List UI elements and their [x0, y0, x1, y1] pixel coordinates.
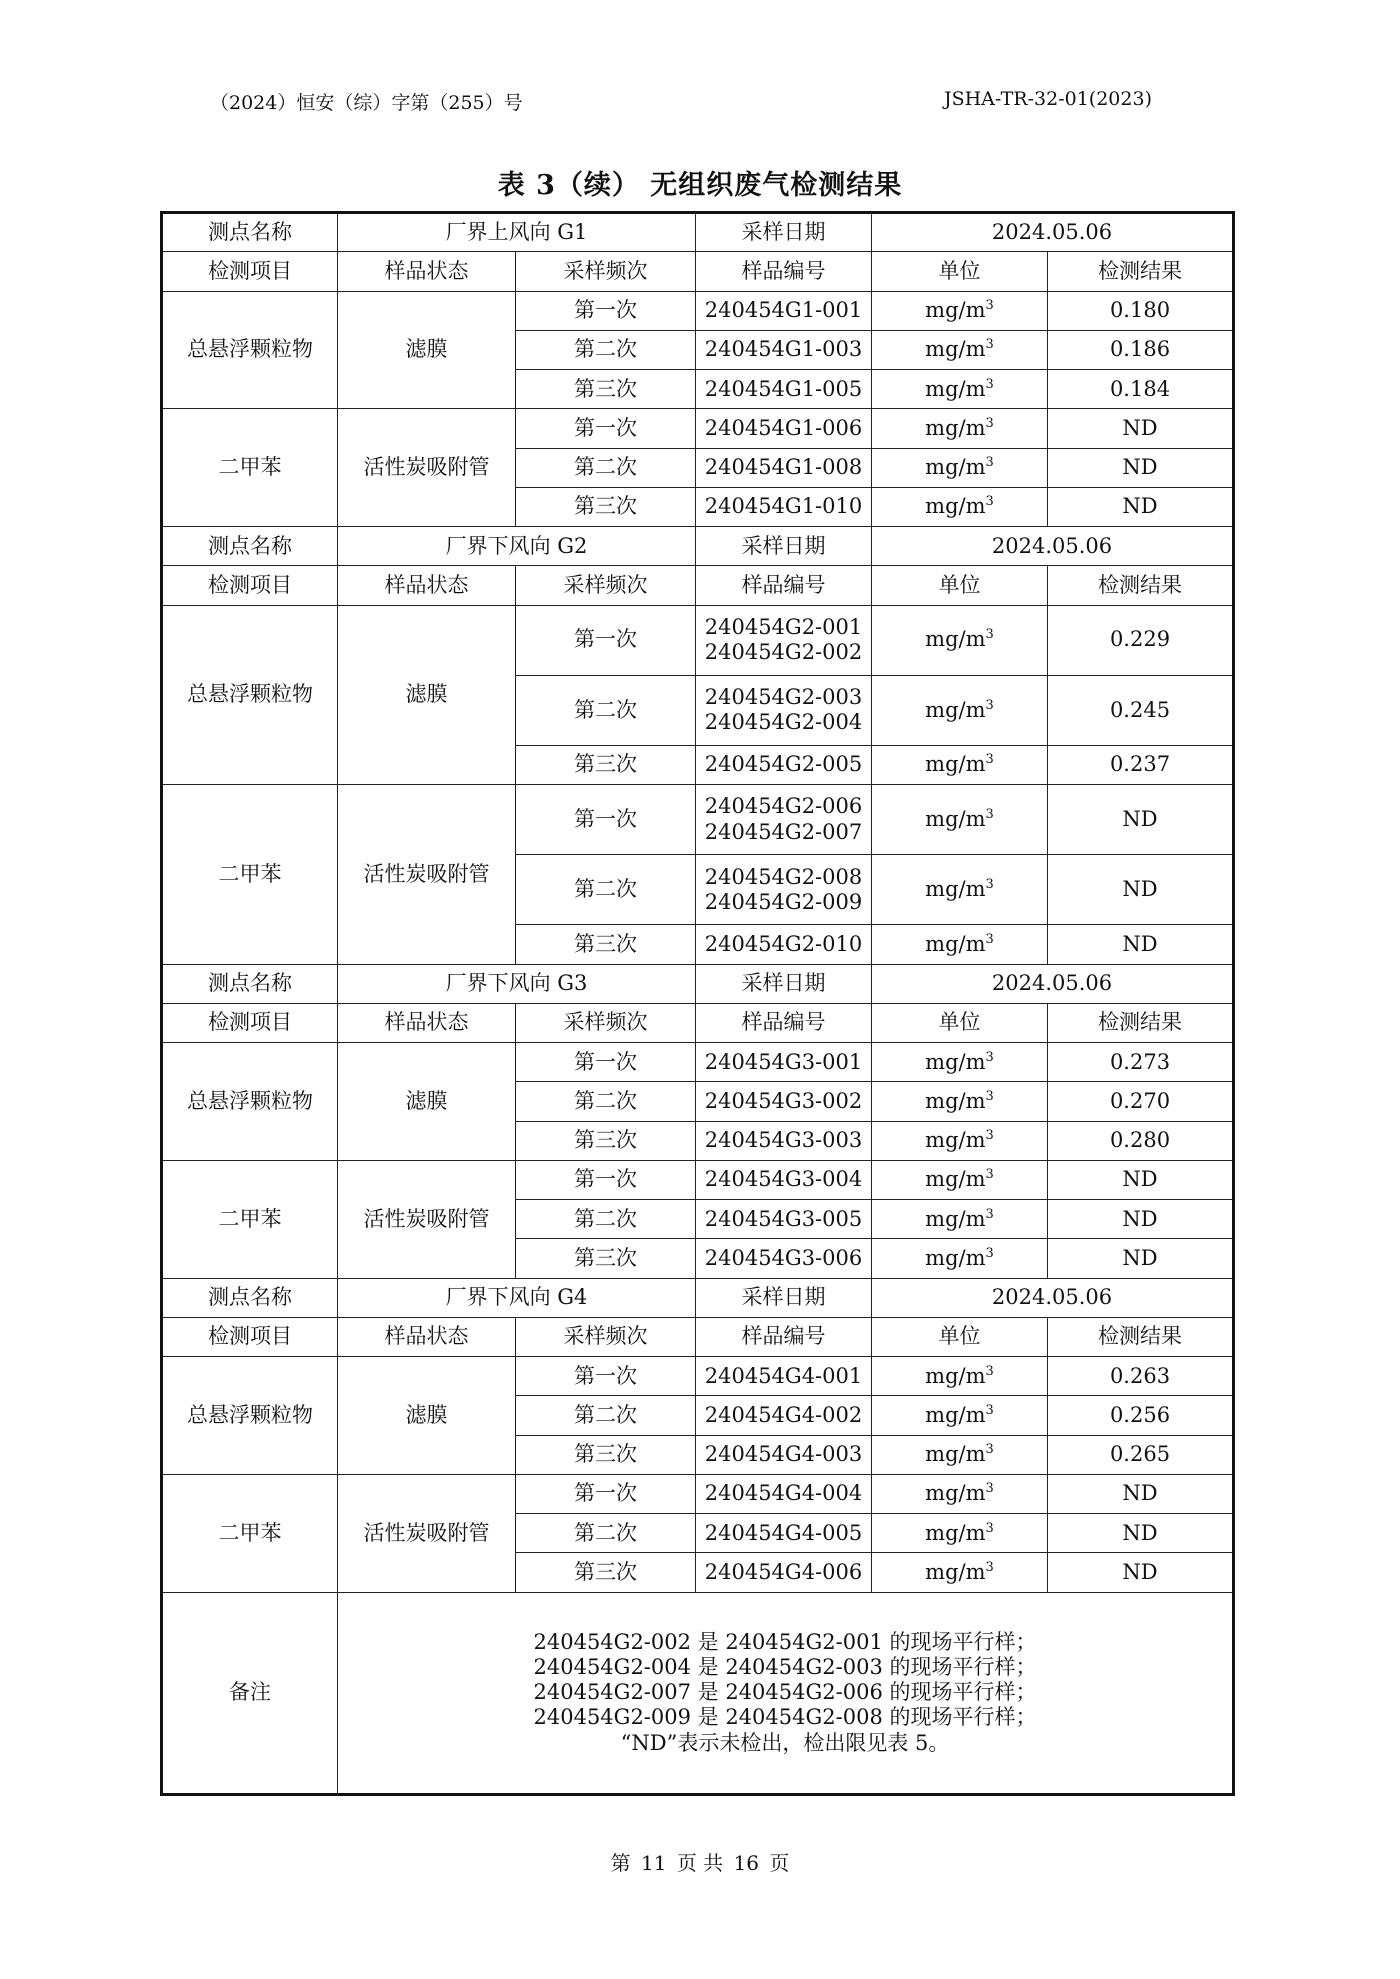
remarks-content: [338, 1592, 1234, 1794]
unit-base: mg/m: [925, 877, 986, 902]
detection-item: 二甲苯: [162, 409, 338, 527]
sampling-frequency: 第二次: [516, 448, 696, 487]
sample-id: 240454G2-005: [704, 752, 863, 777]
sample-id-cell: [696, 330, 872, 369]
unit-cell: [872, 1200, 1048, 1239]
sampling-date-value: 2024.05.06: [872, 213, 1234, 252]
sampling-date-label: 采样日期: [696, 527, 872, 566]
document-number: （2024）恒安（综）字第（255）号: [210, 92, 523, 114]
unit-base: mg/m: [925, 1206, 986, 1231]
point-name-label: 测点名称: [162, 1278, 338, 1317]
sample-id: 240454G1-003: [704, 337, 863, 362]
column-header-item: 检测项目: [162, 252, 338, 291]
unit-exponent: 3: [985, 1363, 994, 1379]
unit-cell: [872, 1121, 1048, 1160]
unit-cell: [872, 1082, 1048, 1121]
sampling-date-label: 采样日期: [696, 1278, 872, 1317]
sample-id-cell: [696, 745, 872, 784]
results-table: [160, 211, 1235, 1796]
detection-item: 二甲苯: [162, 1160, 338, 1278]
unit-exponent: 3: [985, 1481, 994, 1497]
sample-id-cell: [696, 855, 872, 925]
column-header-unit: 单位: [872, 566, 1048, 605]
detection-result: 0.280: [1048, 1121, 1234, 1160]
sample-id: 240454G4-003: [704, 1442, 863, 1467]
sampling-frequency: 第一次: [516, 409, 696, 448]
table-row: [162, 785, 1234, 855]
sample-id-cell: [696, 605, 872, 675]
column-header-sample-state: 样品状态: [338, 1317, 516, 1356]
sampling-frequency: 第三次: [516, 487, 696, 526]
detection-result: ND: [1048, 1160, 1234, 1199]
unit-base: mg/m: [925, 1481, 986, 1506]
sampling-date-label: 采样日期: [696, 964, 872, 1003]
sample-id: 240454G1-010: [704, 494, 863, 519]
unit-exponent: 3: [985, 1245, 994, 1261]
unit-exponent: 3: [985, 877, 994, 893]
column-header-unit: 单位: [872, 1003, 1048, 1042]
unit-cell: [872, 409, 1048, 448]
detection-result: 0.265: [1048, 1435, 1234, 1474]
sample-id-cell: [696, 1200, 872, 1239]
sample-id-cell: [696, 1160, 872, 1199]
sampling-date-value: 2024.05.06: [872, 1278, 1234, 1317]
unit-base: mg/m: [925, 415, 986, 440]
unit-base: mg/m: [925, 1402, 986, 1427]
sample-id-cell: [696, 1239, 872, 1278]
unit-cell: [872, 1474, 1048, 1513]
unit-cell: [872, 1435, 1048, 1474]
unit-exponent: 3: [985, 376, 994, 392]
detection-result: ND: [1048, 1200, 1234, 1239]
sample-id: 240454G2-002: [704, 640, 863, 665]
unit-cell: [872, 330, 1048, 369]
column-header-frequency: 采样频次: [516, 252, 696, 291]
unit-cell: [872, 448, 1048, 487]
sampling-frequency: 第二次: [516, 855, 696, 925]
unit-exponent: 3: [985, 1442, 994, 1458]
unit-cell: [872, 1396, 1048, 1435]
unit-cell: [872, 925, 1048, 964]
sample-id: 240454G3-006: [704, 1245, 863, 1270]
detection-result: 0.184: [1048, 370, 1234, 409]
unit-exponent: 3: [985, 931, 994, 947]
unit-exponent: 3: [985, 1128, 994, 1144]
unit-base: mg/m: [925, 455, 986, 480]
detection-result: ND: [1048, 925, 1234, 964]
detection-result: 0.245: [1048, 675, 1234, 745]
site-header-row: [162, 213, 1234, 252]
sample-state: 滤膜: [338, 1043, 516, 1161]
detection-result: 0.237: [1048, 745, 1234, 784]
column-header-sample-id: 样品编号: [696, 252, 872, 291]
sampling-frequency: 第一次: [516, 1474, 696, 1513]
sample-id-cell: [696, 1121, 872, 1160]
sample-id: 240454G1-005: [704, 376, 863, 401]
sample-id-cell: [696, 1553, 872, 1592]
unit-base: mg/m: [925, 1363, 986, 1388]
sample-id: 240454G3-001: [704, 1049, 863, 1074]
unit-cell: [872, 675, 1048, 745]
sample-id: 240454G2-009: [704, 889, 863, 914]
sample-id-cell: [696, 370, 872, 409]
sample-id-cell: [696, 1474, 872, 1513]
detection-result: ND: [1048, 409, 1234, 448]
detection-item: 总悬浮颗粒物: [162, 1357, 338, 1475]
sample-state: 活性炭吸附管: [338, 409, 516, 527]
sample-id: 240454G2-003: [704, 685, 863, 710]
sampling-frequency: 第二次: [516, 1200, 696, 1239]
point-name-label: 测点名称: [162, 527, 338, 566]
sample-id: 240454G2-007: [704, 819, 863, 844]
unit-cell: [872, 785, 1048, 855]
unit-base: mg/m: [925, 752, 986, 777]
unit-cell: [872, 1043, 1048, 1082]
column-header-sample-state: 样品状态: [338, 1003, 516, 1042]
sampling-frequency: 第二次: [516, 1082, 696, 1121]
unit-cell: [872, 1239, 1048, 1278]
column-header-result: 检测结果: [1048, 566, 1234, 605]
unit-exponent: 3: [985, 1049, 994, 1065]
sample-id-cell: [696, 409, 872, 448]
unit-exponent: 3: [985, 455, 994, 471]
detection-item: 总悬浮颗粒物: [162, 1043, 338, 1161]
column-header-row: [162, 252, 1234, 291]
detection-result: 0.229: [1048, 605, 1234, 675]
detection-item: 总悬浮颗粒物: [162, 605, 338, 785]
unit-exponent: 3: [985, 1167, 994, 1183]
unit-base: mg/m: [925, 1520, 986, 1545]
sampling-frequency: 第一次: [516, 1043, 696, 1082]
sampling-frequency: 第三次: [516, 1121, 696, 1160]
unit-exponent: 3: [985, 752, 994, 768]
column-header-sample-id: 样品编号: [696, 1003, 872, 1042]
unit-exponent: 3: [985, 494, 994, 510]
remarks-label: 备注: [162, 1592, 338, 1794]
sample-id: 240454G1-008: [704, 455, 863, 480]
unit-cell: [872, 745, 1048, 784]
point-name-value: 厂界下风向 G2: [338, 527, 696, 566]
detection-result: 0.186: [1048, 330, 1234, 369]
unit-exponent: 3: [985, 1520, 994, 1536]
point-name-value: 厂界上风向 G1: [338, 213, 696, 252]
unit-base: mg/m: [925, 1167, 986, 1192]
column-header-sample-state: 样品状态: [338, 252, 516, 291]
table-row: [162, 291, 1234, 330]
unit-base: mg/m: [925, 807, 986, 832]
sample-id-cell: [696, 1357, 872, 1396]
unit-exponent: 3: [985, 298, 994, 314]
column-header-row: [162, 1003, 1234, 1042]
sample-id: 240454G2-004: [704, 710, 863, 735]
sample-id: 240454G4-006: [704, 1559, 863, 1584]
unit-base: mg/m: [925, 931, 986, 956]
table-row: [162, 605, 1234, 675]
unit-exponent: 3: [985, 1088, 994, 1104]
sample-id-cell: [696, 1396, 872, 1435]
detection-result: ND: [1048, 1553, 1234, 1592]
sample-id-cell: [696, 675, 872, 745]
unit-exponent: 3: [985, 697, 994, 713]
detection-result: ND: [1048, 785, 1234, 855]
detection-result: 0.270: [1048, 1082, 1234, 1121]
column-header-frequency: 采样频次: [516, 1003, 696, 1042]
sample-state: 活性炭吸附管: [338, 1160, 516, 1278]
page-current: 11: [641, 1851, 667, 1875]
column-header-result: 检测结果: [1048, 252, 1234, 291]
unit-base: mg/m: [925, 627, 986, 652]
unit-base: mg/m: [925, 337, 986, 362]
sample-id-cell: [696, 291, 872, 330]
unit-cell: [872, 487, 1048, 526]
column-header-row: [162, 1317, 1234, 1356]
unit-cell: [872, 291, 1048, 330]
unit-cell: [872, 370, 1048, 409]
unit-base: mg/m: [925, 1559, 986, 1584]
unit-cell: [872, 605, 1048, 675]
column-header-frequency: 采样频次: [516, 1317, 696, 1356]
form-code: JSHA-TR-32-01(2023): [943, 88, 1152, 110]
table-title: 表 3（续） 无组织废气检测结果: [497, 170, 903, 201]
site-header-row: [162, 1278, 1234, 1317]
remark-line: “ND”表示未检出，检出限见表 5。: [620, 1730, 950, 1755]
unit-base: mg/m: [925, 494, 986, 519]
remarks-row: [162, 1592, 1234, 1794]
unit-base: mg/m: [925, 697, 986, 722]
sampling-frequency: 第三次: [516, 925, 696, 964]
sample-id: 240454G3-004: [704, 1167, 863, 1192]
sample-id: 240454G4-002: [704, 1402, 863, 1427]
table-row: [162, 1357, 1234, 1396]
sample-id: 240454G2-001: [704, 614, 863, 639]
unit-exponent: 3: [985, 807, 994, 823]
sample-id-cell: [696, 1514, 872, 1553]
sampling-frequency: 第三次: [516, 1553, 696, 1592]
sample-id: 240454G1-001: [704, 298, 863, 323]
unit-cell: [872, 1553, 1048, 1592]
point-name-value: 厂界下风向 G3: [338, 964, 696, 1003]
sample-id-cell: [696, 487, 872, 526]
unit-cell: [872, 1514, 1048, 1553]
sample-id-cell: [696, 1043, 872, 1082]
sample-state: 活性炭吸附管: [338, 1474, 516, 1592]
sampling-frequency: 第二次: [516, 1514, 696, 1553]
sample-id-cell: [696, 448, 872, 487]
detection-result: ND: [1048, 448, 1234, 487]
sample-id: 240454G4-004: [704, 1481, 863, 1506]
sampling-date-label: 采样日期: [696, 213, 872, 252]
column-header-result: 检测结果: [1048, 1317, 1234, 1356]
sample-id: 240454G1-006: [704, 415, 863, 440]
unit-base: mg/m: [925, 298, 986, 323]
detection-result: 0.263: [1048, 1357, 1234, 1396]
detection-result: ND: [1048, 1474, 1234, 1513]
column-header-item: 检测项目: [162, 1317, 338, 1356]
detection-result: ND: [1048, 487, 1234, 526]
sampling-frequency: 第二次: [516, 1396, 696, 1435]
column-header-result: 检测结果: [1048, 1003, 1234, 1042]
sampling-frequency: 第一次: [516, 1160, 696, 1199]
column-header-frequency: 采样频次: [516, 566, 696, 605]
detection-result: 0.256: [1048, 1396, 1234, 1435]
sampling-frequency: 第一次: [516, 605, 696, 675]
sample-id: 240454G2-008: [704, 864, 863, 889]
unit-cell: [872, 855, 1048, 925]
table-row: [162, 1160, 1234, 1199]
detection-result: ND: [1048, 1514, 1234, 1553]
unit-cell: [872, 1357, 1048, 1396]
sample-id: 240454G4-005: [704, 1520, 863, 1545]
results-table-body: [162, 213, 1234, 1795]
table-row: [162, 1474, 1234, 1513]
page-label-suffix: 页: [769, 1851, 790, 1875]
sample-id-cell: [696, 1435, 872, 1474]
unit-exponent: 3: [985, 627, 994, 643]
unit-exponent: 3: [985, 1559, 994, 1575]
sample-state: 活性炭吸附管: [338, 785, 516, 965]
unit-cell: [872, 1160, 1048, 1199]
sampling-frequency: 第一次: [516, 291, 696, 330]
table-row: [162, 409, 1234, 448]
detection-item: 二甲苯: [162, 785, 338, 965]
detection-item: 二甲苯: [162, 1474, 338, 1592]
remark-line: 240454G2-007 是 240454G2-006 的现场平行样；: [533, 1680, 1037, 1705]
detection-result: ND: [1048, 1239, 1234, 1278]
unit-exponent: 3: [985, 1206, 994, 1222]
sampling-frequency: 第三次: [516, 370, 696, 409]
detection-result: 0.273: [1048, 1043, 1234, 1082]
point-name-label: 测点名称: [162, 213, 338, 252]
table-row: [162, 1043, 1234, 1082]
column-header-sample-id: 样品编号: [696, 1317, 872, 1356]
unit-exponent: 3: [985, 1402, 994, 1418]
unit-base: mg/m: [925, 1128, 986, 1153]
remark-line: 240454G2-002 是 240454G2-001 的现场平行样；: [533, 1629, 1037, 1654]
page-total: 16: [733, 1851, 759, 1875]
site-header-row: [162, 964, 1234, 1003]
unit-base: mg/m: [925, 1088, 986, 1113]
column-header-row: [162, 566, 1234, 605]
column-header-sample-id: 样品编号: [696, 566, 872, 605]
sampling-frequency: 第二次: [516, 330, 696, 369]
sample-id-cell: [696, 785, 872, 855]
sample-state: 滤膜: [338, 605, 516, 785]
column-header-item: 检测项目: [162, 566, 338, 605]
page-label-mid: 页 共: [676, 1851, 724, 1875]
sample-state: 滤膜: [338, 1357, 516, 1475]
detection-item: 总悬浮颗粒物: [162, 291, 338, 409]
sampling-frequency: 第一次: [516, 785, 696, 855]
point-name-value: 厂界下风向 G4: [338, 1278, 696, 1317]
site-header-row: [162, 527, 1234, 566]
column-header-unit: 单位: [872, 252, 1048, 291]
sample-id-cell: [696, 1082, 872, 1121]
unit-exponent: 3: [985, 415, 994, 431]
unit-base: mg/m: [925, 1049, 986, 1074]
sample-state: 滤膜: [338, 291, 516, 409]
sampling-frequency: 第三次: [516, 1435, 696, 1474]
remark-line: 240454G2-004 是 240454G2-003 的现场平行样；: [533, 1655, 1037, 1680]
detection-result: 0.180: [1048, 291, 1234, 330]
page-footer: [0, 1847, 1400, 1876]
unit-exponent: 3: [985, 337, 994, 353]
sample-id: 240454G2-010: [704, 931, 863, 956]
sampling-date-value: 2024.05.06: [872, 527, 1234, 566]
sampling-frequency: 第一次: [516, 1357, 696, 1396]
unit-base: mg/m: [925, 1442, 986, 1467]
sample-id-cell: [696, 925, 872, 964]
column-header-item: 检测项目: [162, 1003, 338, 1042]
page-label-prefix: 第: [610, 1851, 631, 1875]
sampling-frequency: 第三次: [516, 1239, 696, 1278]
sample-id: 240454G3-002: [704, 1088, 863, 1113]
remark-line: 240454G2-009 是 240454G2-008 的现场平行样；: [533, 1705, 1037, 1730]
sampling-frequency: 第三次: [516, 745, 696, 784]
detection-result: ND: [1048, 855, 1234, 925]
unit-base: mg/m: [925, 376, 986, 401]
point-name-label: 测点名称: [162, 964, 338, 1003]
sample-id: 240454G3-003: [704, 1128, 863, 1153]
sample-id: 240454G4-001: [704, 1363, 863, 1388]
unit-base: mg/m: [925, 1245, 986, 1270]
sampling-frequency: 第二次: [516, 675, 696, 745]
sampling-date-value: 2024.05.06: [872, 964, 1234, 1003]
column-header-unit: 单位: [872, 1317, 1048, 1356]
sample-id: 240454G3-005: [704, 1206, 863, 1231]
column-header-sample-state: 样品状态: [338, 566, 516, 605]
sample-id: 240454G2-006: [704, 794, 863, 819]
